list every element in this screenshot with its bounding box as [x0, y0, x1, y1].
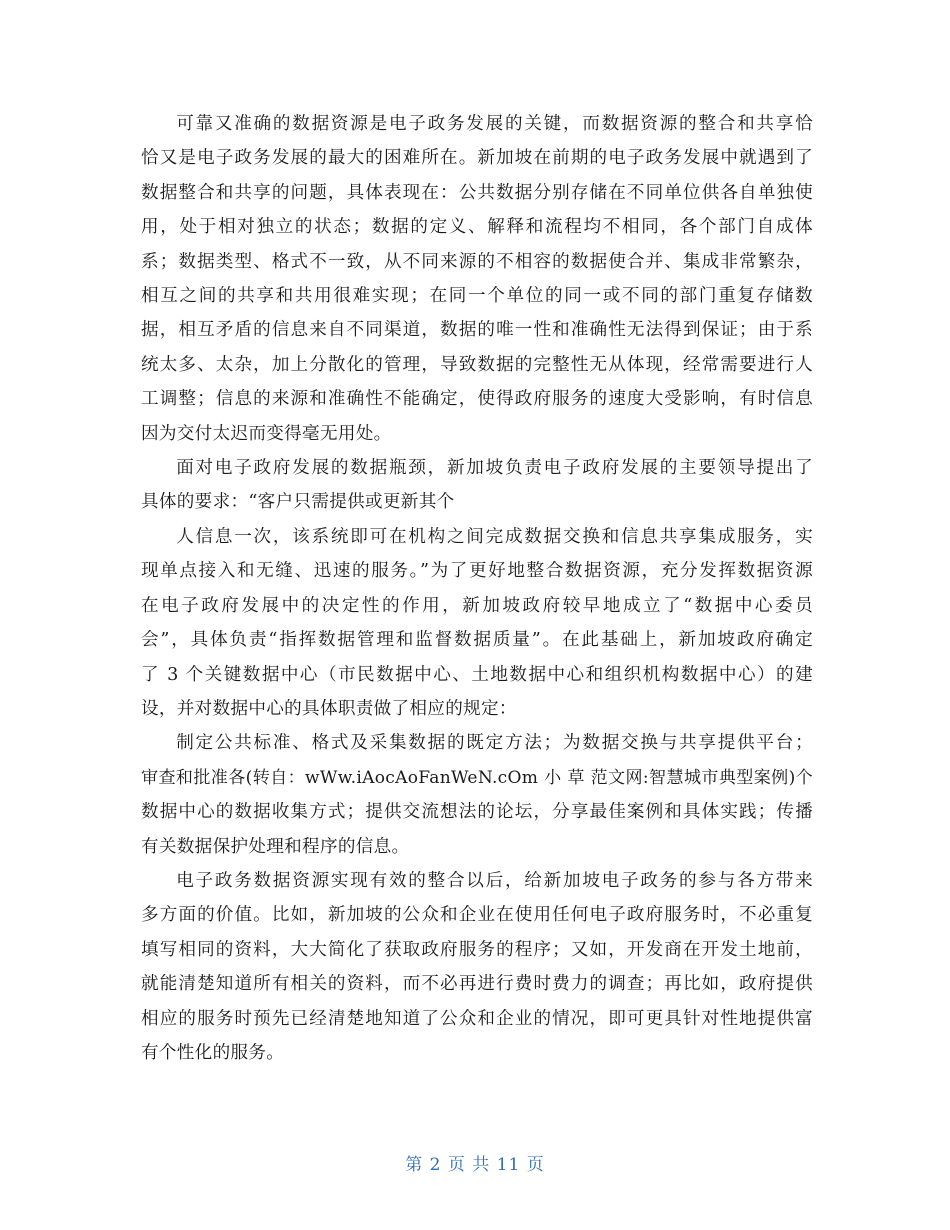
text-line: 系；数据类型、格式不一致，从不同来源的不相容的数据使合并、集成非常繁杂， [141, 251, 813, 272]
paragraph-2 [141, 451, 813, 520]
paragraph-3 [141, 520, 813, 726]
document-body [141, 107, 813, 1070]
text-line: 因为交付太迟而变得毫无用处。 [141, 423, 392, 444]
text-line: 具体的要求：“客户只需提供或更新其个 [141, 492, 455, 513]
text-line: 设，并对数据中心的具体职责做了相应的规定： [141, 698, 517, 719]
text-line: 可靠又准确的数据资源是电子政务发展的关键，而数据资源的整合和共享恰 [176, 114, 813, 134]
text-line: 统太多、太杂，加上分散化的管理，导致数据的完整性无从体现，经常需要进行人 [141, 354, 813, 375]
text-line: 现单点接入和无缝、迅速的服务。”为了更好地整合数据资源，充分发挥数据资源 [141, 561, 813, 582]
paragraph-1 [141, 107, 813, 451]
paragraph-5 [141, 864, 813, 1070]
text-line: 制定公共标准、格式及采集数据的既定方法；为数据交换与共享提供平台； [176, 733, 813, 754]
text-line: 数据整合和共享的问题，具体表现在：公共数据分别存储在不同单位供各自单独使 [141, 182, 813, 203]
text-line: 工调整；信息的来源和准确性不能确定，使得政府服务的速度大受影响，有时信息 [141, 389, 813, 410]
text-line: 了 3 个关键数据中心（市民数据中心、土地数据中心和组织机构数据中心）的建 [141, 664, 813, 685]
text-line: 有关数据保护处理和程序的信息。 [141, 836, 410, 857]
text-line: 面对电子政府发展的数据瓶颈，新加坡负责电子政府发展的主要领导提出了 [176, 458, 813, 479]
text-line: 审查和批准各(转自：wWw.iAocAoFanWeN.cOm 小 草 范文网:智慧城市典型案例)个 [141, 767, 813, 788]
text-line: 有个性化的服务。 [141, 1042, 285, 1063]
text-line: 人信息一次，该系统即可在机构之间完成数据交换和信息共享集成服务，实 [176, 526, 813, 547]
text-line: 相应的服务时预先已经清楚地知道了公众和企业的情况，即可更具针对性地提供富 [141, 1008, 813, 1029]
text-line: 数据中心的数据收集方式；提供交流想法的论坛，分享最佳案例和具体实践；传播 [141, 802, 813, 823]
text-line: 据，相互矛盾的信息来自不同渠道，数据的唯一性和准确性无法得到保证；由于系 [141, 320, 813, 341]
text-line: 在电子政府发展中的决定性的作用，新加坡政府较早地成立了“数据中心委员 [141, 595, 813, 616]
text-line: 电子政务数据资源实现有效的整合以后，给新加坡电子政务的参与各方带来 [176, 870, 813, 891]
paragraph-4 [141, 726, 813, 864]
text-line: 相互之间的共享和共用很难实现；在同一个单位的同一或不同的部门重复存储数 [141, 286, 813, 307]
page-number-footer: 第 2 页 共 11 页 [405, 1155, 545, 1175]
text-line: 用，处于相对独立的状态；数据的定义、解释和流程均不相同，各个部门自成体 [141, 217, 813, 238]
text-line: 会”，具体负责“指挥数据管理和监督数据质量”。在此基础上，新加坡政府确定 [141, 630, 813, 651]
text-line: 填写相同的资料，大大简化了获取政府服务的程序；又如，开发商在开发土地前， [141, 939, 813, 960]
text-line: 多方面的价值。比如，新加坡的公众和企业在使用任何电子政府服务时，不必重复 [141, 905, 813, 926]
text-line: 恰又是电子政务发展的最大的困难所在。新加坡在前期的电子政务发展中就遇到了 [141, 148, 813, 169]
text-line: 就能清楚知道所有相关的资料，而不必再进行费时费力的调查；再比如，政府提供 [141, 974, 813, 995]
